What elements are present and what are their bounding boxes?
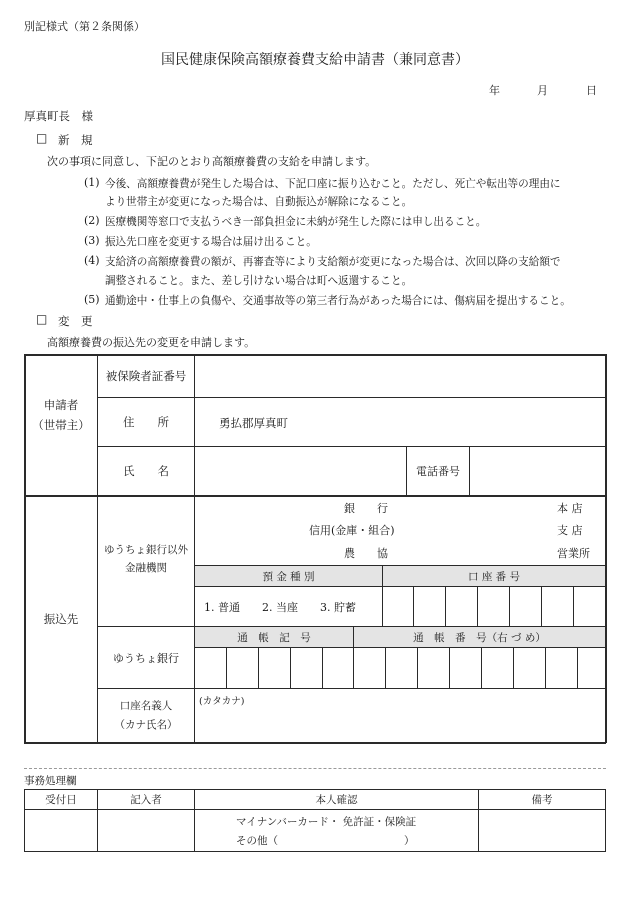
date-month-label: 月	[537, 84, 548, 97]
item-text: 通勤途中・仕事上の負傷や、交通事故等の第三者行為があった場合には、傷病届を提出すること。	[105, 295, 571, 307]
item-text: より世帯主が変更になった場合は、自動振込が解除になること。	[105, 196, 413, 208]
new-intro: 次の事項に同意し、下記のとおり高額療養費の支給を申請します。	[47, 155, 377, 168]
branch-branch: 支 店	[557, 524, 583, 537]
phone-field[interactable]	[470, 447, 605, 495]
addressee: 厚真町長 様	[24, 109, 93, 123]
item-number: (4)	[84, 254, 100, 267]
new-checkbox[interactable]: □	[36, 131, 48, 145]
account-holder-label: 口座名義人	[119, 699, 173, 712]
passbook-number-header: 通 帳 番 号（右 づ め）	[413, 631, 546, 644]
item-number: (3)	[84, 234, 100, 247]
item-number: (5)	[84, 293, 100, 306]
office-use-label: 事務処理欄	[24, 775, 77, 787]
branch-sales-office: 営業所	[557, 547, 590, 560]
item-text: 調整されること。また、差し引けない場合は町へ返還すること。	[105, 275, 413, 287]
deposit-type-header: 預 金 種 別	[262, 570, 315, 583]
applicant-sublabel: （世帯主）	[32, 418, 90, 432]
identity-check-header: 本人確認	[315, 794, 358, 806]
change-label: 変 更	[58, 314, 93, 328]
date-day-label: 日	[586, 84, 597, 97]
new-label: 新 規	[58, 133, 93, 147]
identity-other: その他（ ）	[236, 835, 415, 847]
date-year-label: 年	[489, 84, 500, 97]
divider	[24, 768, 606, 769]
bank-kind-agri: 農 協	[344, 547, 388, 560]
item-text: 支給済の高額療養費の額が、再審査等により支給額が変更になった場合は、次回以降の支給額で	[105, 256, 561, 268]
item-number: (1)	[84, 176, 100, 189]
branch-head-office: 本 店	[557, 502, 583, 515]
page-title: 国民健康保険高額療養費支給申請書（兼同意書）	[161, 52, 469, 68]
item-number: (2)	[84, 214, 100, 227]
received-date-header: 受付日	[45, 794, 77, 806]
account-holder-hint[interactable]: (カタカナ)	[199, 696, 245, 707]
item-text: 医療機関等窓口で支払うべき一部負担金に未納が発生した際には申し出ること。	[105, 216, 487, 228]
other-bank-sublabel: 金融機関	[125, 561, 167, 574]
recorder-header: 記入者	[130, 794, 162, 806]
phone-label: 電話番号	[416, 465, 460, 478]
transfer-destination-label: 振込先	[43, 612, 79, 626]
identity-documents: マイナンバーカード・ 免許証・保険証	[236, 816, 417, 828]
change-intro: 高額療養費の振込先の変更を申請します。	[47, 336, 256, 349]
change-checkbox[interactable]: □	[36, 312, 48, 326]
bank-kind-credit: 信用(金庫・組合)	[309, 524, 395, 537]
account-number-header: 口 座 番 号	[467, 570, 520, 583]
name-field[interactable]	[195, 447, 406, 495]
bank-kind-bank: 銀 行	[344, 502, 388, 515]
yucho-label: ゆうちょ銀行	[113, 651, 179, 665]
address-field[interactable]: 勇払郡厚真町	[219, 416, 288, 430]
item-text: 振込先口座を変更する場合は届け出ること。	[105, 236, 317, 248]
applicant-label: 申請者	[43, 398, 79, 412]
other-bank-label: ゆうちょ銀行以外	[104, 543, 188, 556]
passbook-symbol-header: 通 帳 記 号	[237, 631, 311, 644]
deposit-type-options[interactable]: 1. 普通 2. 当座 3. 貯蓄	[204, 601, 356, 614]
name-label: 氏 名	[123, 464, 169, 478]
notes-header: 備考	[531, 794, 553, 806]
insurance-number-field[interactable]	[195, 355, 605, 397]
form-label: 別記様式（第２条関係）	[24, 20, 145, 33]
address-label: 住 所	[123, 415, 169, 429]
insurance-number-label: 被保険者証番号	[105, 369, 187, 383]
item-text: 今後、高額療養費が発生した場合は、下記口座に振り込むこと。ただし、死亡や転出等の理由に	[105, 178, 561, 190]
account-holder-sublabel: （カナ氏名）	[114, 718, 178, 731]
